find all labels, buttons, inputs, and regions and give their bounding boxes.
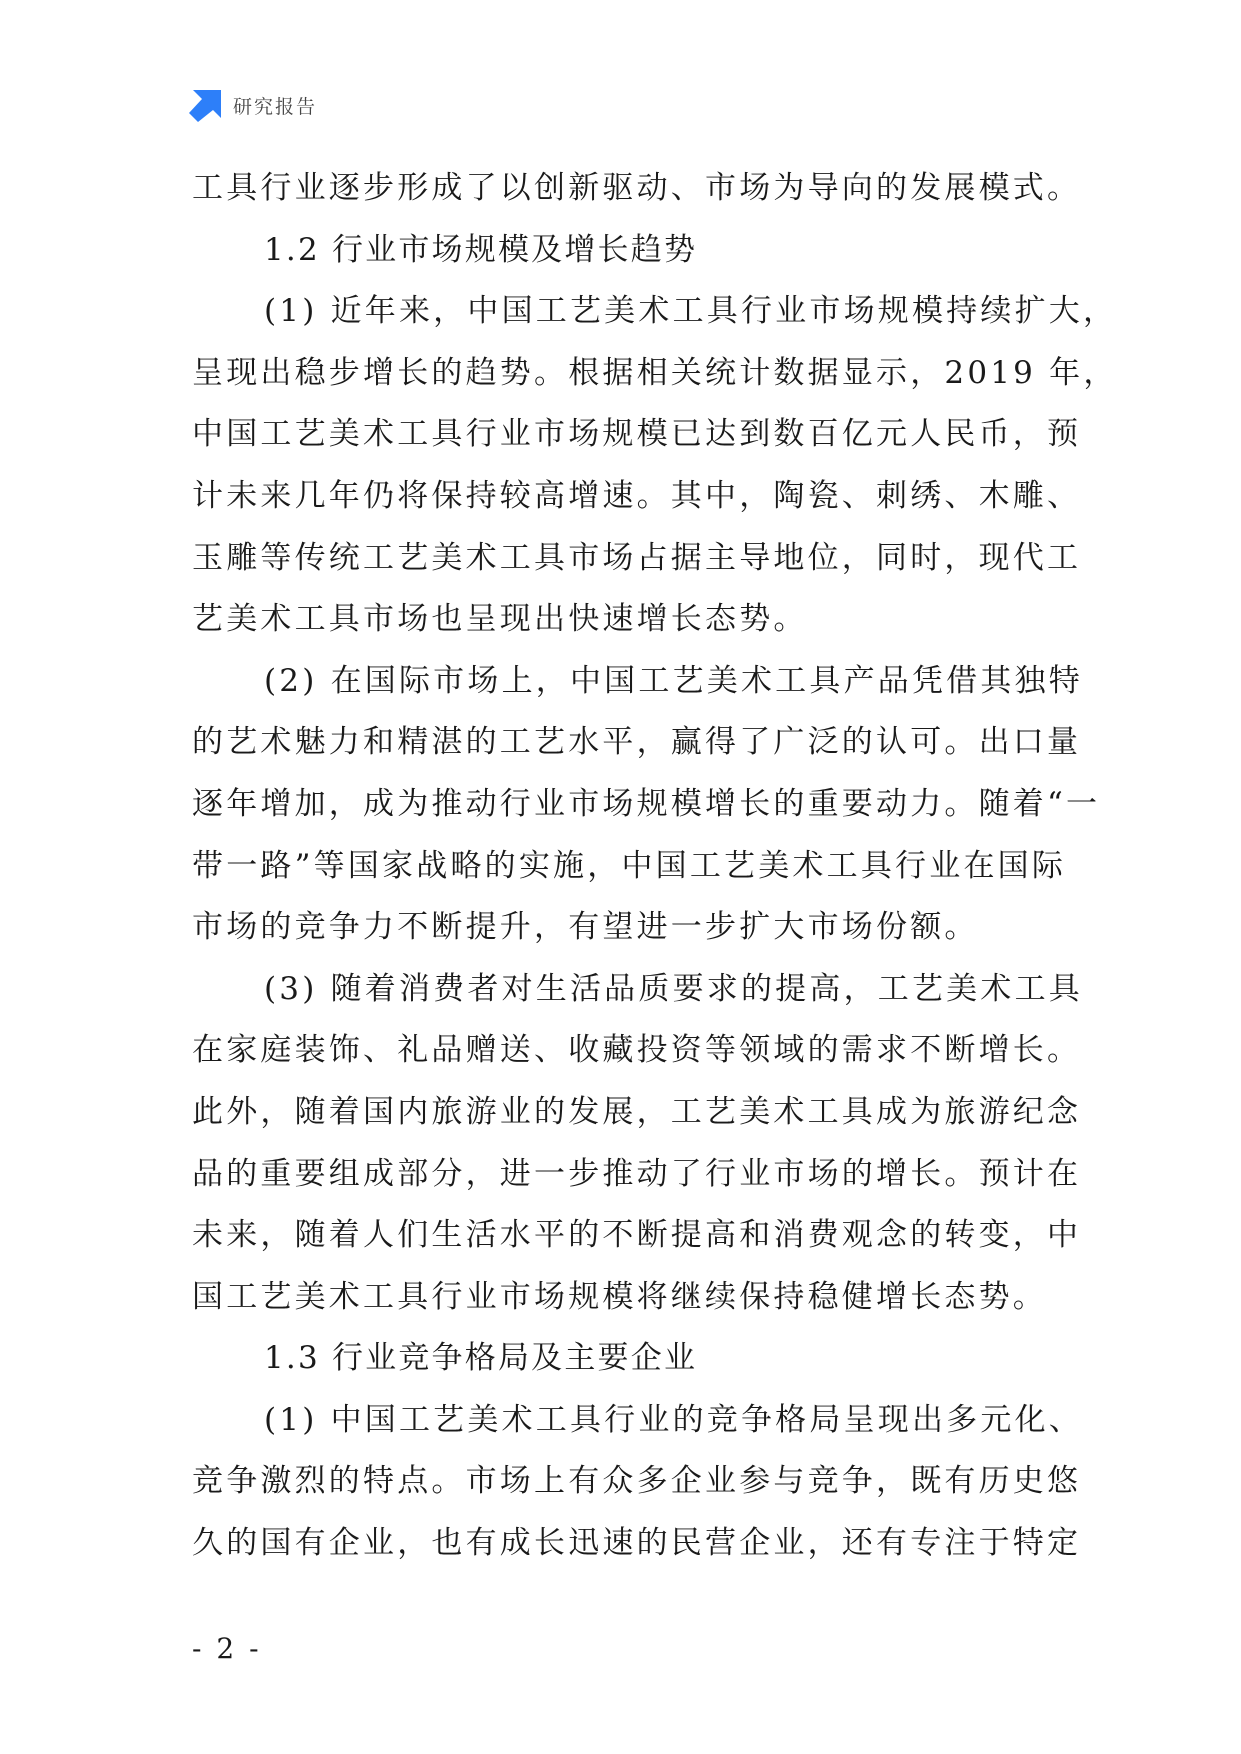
body-line: 国工艺美术工具行业市场规模将继续保持稳健增长态势。 [192,1278,1047,1315]
body-line: 未来，随着人们生活水平的不断提高和消费观念的转变，中 [192,1217,1082,1254]
page-header [189,88,317,122]
body-line: 带一路”等国家战略的实施，中国工艺美术工具行业在国际 [192,847,1067,884]
body-line: 品的重要组成部分，进一步推动了行业市场的增长。预计在 [192,1155,1082,1192]
body-line: 中国工艺美术工具行业市场规模已达到数百亿元人民币，预 [192,416,1082,453]
body-line: 此外，随着国内旅游业的发展，工艺美术工具成为旅游纪念 [192,1093,1082,1130]
body-line: 计未来几年仍将保持较高增速。其中，陶瓷、刺绣、木雕、 [192,477,1082,514]
arrow-up-right-icon [189,88,223,122]
paragraph-start: (2) 在国际市场上，中国工艺美术工具产品凭借其独特 [264,662,1083,699]
body-line: 的艺术魅力和精湛的工艺水平，赢得了广泛的认可。出口量 [192,724,1082,761]
body-line: 市场的竞争力不断提升，有望进一步扩大市场份额。 [192,909,979,946]
section-heading: 1.3 行业竞争格局及主要企业 [264,1340,698,1377]
body-line: 竞争激烈的特点。市场上有众多企业参与竞争，既有历史悠 [192,1463,1082,1500]
body-line: 艺美术工具市场也呈现出快速增长态势。 [192,601,808,638]
paragraph-start: (1) 中国工艺美术工具行业的竞争格局呈现出多元化、 [264,1401,1083,1438]
paragraph-start: (1) 近年来，中国工艺美术工具行业市场规模持续扩大， [264,293,1118,330]
paragraph-start: (3) 随着消费者对生活品质要求的提高，工艺美术工具 [264,970,1083,1007]
body-line: 玉雕等传统工艺美术工具市场占据主导地位，同时，现代工 [192,539,1082,576]
header-title: 研究报告 [233,95,318,118]
body-line: 工具行业逐步形成了以创新驱动、市场为导向的发展模式。 [192,170,1082,206]
section-heading: 1.2 行业市场规模及增长趋势 [264,231,698,268]
body-line: 呈现出稳步增长的趋势。根据相关统计数据显示，2019 年， [192,354,1118,391]
document-body [192,158,1118,1575]
body-line: 逐年增加，成为推动行业市场规模增长的重要动力。随着“一 [192,785,1101,822]
body-line: 在家庭装饰、礼品赠送、收藏投资等领域的需求不断增长。 [192,1032,1082,1069]
page-number: - 2 - [192,1632,262,1665]
body-line: 久的国有企业，也有成长迅速的民营企业，还有专注于特定 [192,1525,1082,1562]
